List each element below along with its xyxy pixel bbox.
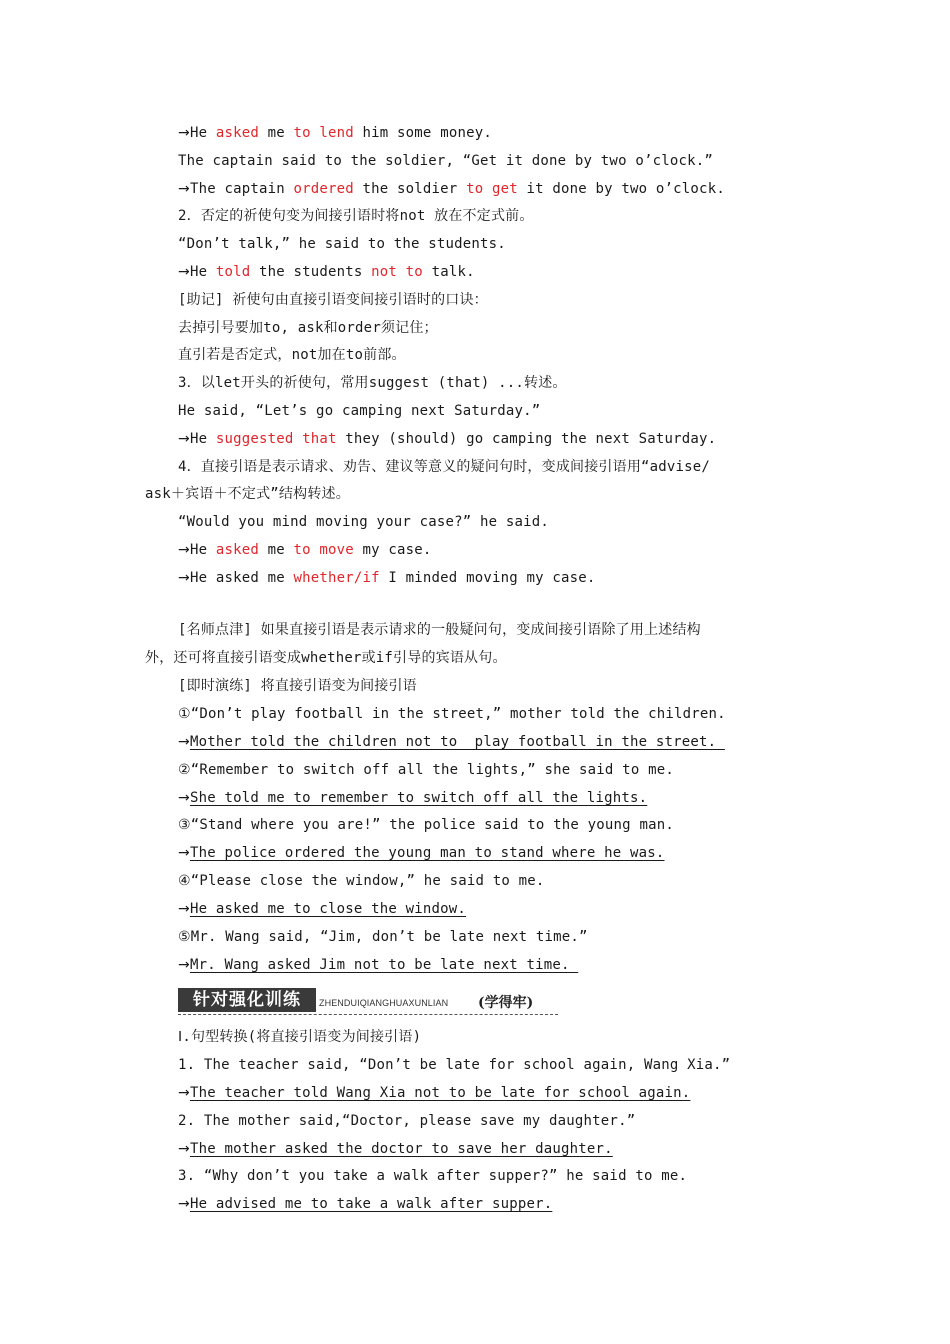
exercise-question: 3. “Why don’t you take a walk after supper?” he said to me. xyxy=(178,1168,688,1184)
rule-heading: 4．直接引语是表示请求、劝告、建议等意义的疑问句时，变成间接引语用“advise/ xyxy=(178,459,711,475)
exercise-answer: →The mother asked the doctor to save her daughter. xyxy=(178,1141,613,1157)
example-answer-line: →He asked me whether/if I minded moving my case. xyxy=(178,570,596,586)
rule-heading: 3．以let开头的祈使句，常用suggest (that) ...转述。 xyxy=(178,375,567,391)
example-answer-line: →The captain ordered the soldier to get it done by two o’clock. xyxy=(178,181,725,197)
example-answer-line: →He asked me to lend him some money. xyxy=(178,125,492,141)
arrow-icon: → xyxy=(178,264,190,280)
arrow-icon: → xyxy=(178,1196,190,1212)
arrow-icon: → xyxy=(178,542,190,558)
example-sentence: He said, “Let’s go camping next Saturday.” xyxy=(178,403,541,419)
example-sentence: “Would you mind moving your case?” he said. xyxy=(178,514,550,530)
mnemonic-heading: [助记] 祈使句由直接引语变间接引语时的口诀： xyxy=(178,292,488,308)
arrow-icon: → xyxy=(178,734,190,750)
exercise-heading: Ⅰ.句型转换(将直接引语变为间接引语) xyxy=(178,1029,422,1045)
mnemonic-line: 直引若是否定式，not加在to前部。 xyxy=(178,347,406,363)
exercise-question: 2. The mother said,“Doctor, please save my daughter.” xyxy=(178,1113,636,1129)
practice-question: ③“Stand where you are!” the police said to the young man. xyxy=(178,817,674,833)
exercise-answer: →The teacher told Wang Xia not to be late for school again. xyxy=(178,1085,691,1101)
arrow-icon: → xyxy=(178,957,190,973)
arrow-icon: → xyxy=(178,431,190,447)
banner-title: 针对强化训练 xyxy=(178,988,316,1012)
arrow-icon: → xyxy=(178,1141,190,1157)
banner-pinyin: ZHENDUIQIANGHUAXUNLIAN xyxy=(319,998,449,1008)
section-banner xyxy=(178,988,558,1015)
mnemonic-line: 去掉引号要加to, ask和order须记住； xyxy=(178,320,438,336)
arrow-icon: → xyxy=(178,790,190,806)
banner-note: (学得牢) xyxy=(478,995,534,1011)
practice-question: ②“Remember to switch off all the lights,” she said to me. xyxy=(178,762,674,778)
rule-heading-continued: ask＋宾语＋不定式”结构转述。 xyxy=(145,486,350,502)
example-sentence: The captain said to the soldier, “Get it done by two o’clock.” xyxy=(178,153,713,169)
exercise-question: 1. The teacher said, “Don’t be late for school again, Wang Xia.” xyxy=(178,1057,731,1073)
example-answer-line: →He told the students not to talk. xyxy=(178,264,475,280)
teacher-tip: [名师点津] 如果直接引语是表示请求的一般疑问句，变成间接引语除了用上述结构 xyxy=(178,622,701,638)
practice-question: ⑤Mr. Wang said, “Jim, don’t be late next time.” xyxy=(178,929,588,945)
exercise-answer: →He advised me to take a walk after supper. xyxy=(178,1196,553,1212)
practice-heading: [即时演练] 将直接引语变为间接引语 xyxy=(178,678,417,694)
example-sentence: “Don’t talk,” he said to the students. xyxy=(178,236,506,252)
arrow-icon: → xyxy=(178,845,190,861)
practice-question: ①“Don’t play football in the street,” mother told the children. xyxy=(178,706,726,722)
practice-answer: →She told me to remember to switch off all the lights. xyxy=(178,790,648,806)
practice-question: ④“Please close the window,” he said to me. xyxy=(178,873,545,889)
example-answer-line: →He suggested that they (should) go camping the next Saturday. xyxy=(178,431,717,447)
teacher-tip-continued: 外，还可将直接引语变成whether或if引导的宾语从句。 xyxy=(145,650,507,666)
arrow-icon: → xyxy=(178,570,190,586)
example-answer-line: →He asked me to move my case. xyxy=(178,542,432,558)
arrow-icon: → xyxy=(178,901,190,917)
practice-answer: →He asked me to close the window. xyxy=(178,901,467,917)
arrow-icon: → xyxy=(178,125,190,141)
arrow-icon: → xyxy=(178,1085,190,1101)
practice-answer: →Mr. Wang asked Jim not to be late next time. xyxy=(178,957,579,973)
arrow-icon: → xyxy=(178,181,190,197)
practice-answer: →Mother told the children not to play football in the street. xyxy=(178,734,725,750)
practice-answer: →The police ordered the young man to stand where he was. xyxy=(178,845,665,861)
rule-heading: 2．否定的祈使句变为间接引语时将not 放在不定式前。 xyxy=(178,208,534,224)
